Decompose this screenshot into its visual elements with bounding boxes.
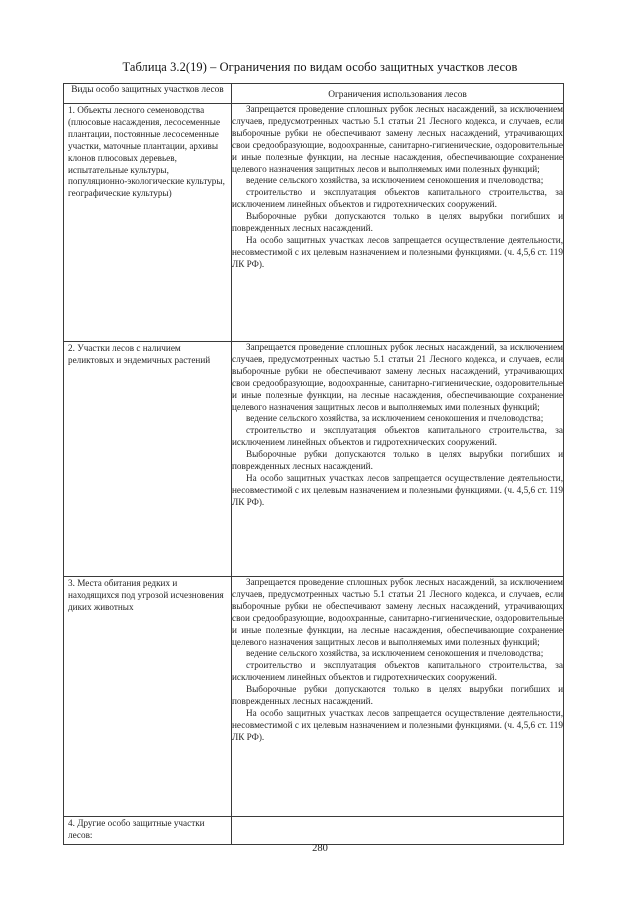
restriction-paragraph: Выборочные рубки допускаются только в целях вырубки погибших и поврежденных лесных насаждений. xyxy=(232,449,563,472)
row-kind-cell: 3. Места обитания редких и находящихся под угрозой исчезновения диких животных xyxy=(64,577,232,817)
table-row xyxy=(64,577,564,817)
row-restrictions-cell xyxy=(232,577,564,817)
row-restrictions-cell xyxy=(232,817,564,845)
row-restrictions-cell xyxy=(232,342,564,577)
table-row xyxy=(64,104,564,342)
restriction-paragraph: На особо защитных участках лесов запрещается осуществление деятельности, несовместимой с их целевым назначением и полезными функциями. (ч. 4,5,6 ст. 119 ЛК РФ). xyxy=(232,707,563,742)
restriction-paragraph: строительство и эксплуатация объектов капитального строительства, за исключением линейных объектов и гидротехнических сооружений. xyxy=(232,425,563,448)
page-number: 280 xyxy=(312,843,328,854)
restriction-paragraph: строительство и эксплуатация объектов капитального строительства, за исключением линейных объектов и гидротехнических сооружений. xyxy=(232,187,563,210)
restriction-paragraph: Запрещается проведение сплошных рубок лесных насаждений, за исключением случаев, предусмотренных частью 5.1 статьи 21 Лесного кодекса, и случаев, если выборочные рубки не обеспечивают замену лесных насаждений, утрачивающих свои средообразующие, водоохранные, санитарно-гигиенические, оздоровительные и иные полезные функции, на лесные насаждения, обеспечивающие сохранение целевого назначения защитных лесов и выполняемых ими полезных функций; xyxy=(232,342,563,412)
row-kind-cell: 2. Участки лесов с наличием реликтовых и эндемичных растений xyxy=(64,342,232,577)
page-title: Таблица 3.2(19) – Ограничения по видам особо защитных участков лесов xyxy=(122,60,518,74)
restriction-paragraph: ведение сельского хозяйства, за исключением сенокошения и пчеловодства; xyxy=(246,648,544,659)
row-kind-cell: 4. Другие особо защитные участки лесов: xyxy=(64,817,232,845)
header-kind: Виды особо защитных участков лесов xyxy=(64,84,232,104)
table-row xyxy=(64,817,564,845)
restriction-paragraph: Выборочные рубки допускаются только в целях вырубки погибших и поврежденных лесных насаждений. xyxy=(232,684,563,707)
restriction-paragraph: На особо защитных участках лесов запрещается осуществление деятельности, несовместимой с их целевым назначением и полезными функциями. (ч. 4,5,6 ст. 119 ЛК РФ). xyxy=(232,234,563,269)
row-kind-cell: 1. Объекты лесного семеноводства (плюсовые насаждения, лесосеменные плантации, постоянные лесосеменные участки, маточные плантации, архивы клонов плюсовых деревьев, испытательные культуры, популяционно-экологические культуры, географические культуры) xyxy=(64,104,232,342)
table-row xyxy=(64,342,564,577)
restriction-paragraph: строительство и эксплуатация объектов капитального строительства, за исключением линейных объектов и гидротехнических сооружений. xyxy=(232,660,563,683)
table-header-row xyxy=(64,84,564,104)
restriction-paragraph: Запрещается проведение сплошных рубок лесных насаждений, за исключением случаев, предусмотренных частью 5.1 статьи 21 Лесного кодекса, и случаев, если выборочные рубки не обеспечивают замену лесных насаждений, утрачивающих свои средообразующие, водоохранные, санитарно-гигиенические, оздоровительные и иные полезные функции, на лесные насаждения, обеспечивающие сохранение целевого назначения защитных лесов и выполняемых ими полезных функций; xyxy=(232,104,563,174)
restriction-paragraph: ведение сельского хозяйства, за исключением сенокошения и пчеловодства; xyxy=(246,413,544,424)
restriction-paragraph: Запрещается проведение сплошных рубок лесных насаждений, за исключением случаев, предусмотренных частью 5.1 статьи 21 Лесного кодекса, и случаев, если выборочные рубки не обеспечивают замену лесных насаждений, утрачивающих свои средообразующие, водоохранные, санитарно-гигиенические, оздоровительные и иные полезные функции, на лесные насаждения, обеспечивающие сохранение целевого назначения защитных лесов и выполняемых ими полезных функций; xyxy=(232,577,563,647)
restriction-paragraph: Выборочные рубки допускаются только в целях вырубки погибших и поврежденных лесных насаждений. xyxy=(232,211,563,234)
restriction-paragraph: ведение сельского хозяйства, за исключением сенокошения и пчеловодства; xyxy=(246,175,544,186)
restriction-paragraph: На особо защитных участках лесов запрещается осуществление деятельности, несовместимой с их целевым назначением и полезными функциями. (ч. 4,5,6 ст. 119 ЛК РФ). xyxy=(232,472,563,507)
row-restrictions-cell xyxy=(232,104,564,342)
restrictions-table xyxy=(63,83,564,845)
header-restrictions: Ограничения использования лесов xyxy=(232,84,564,104)
